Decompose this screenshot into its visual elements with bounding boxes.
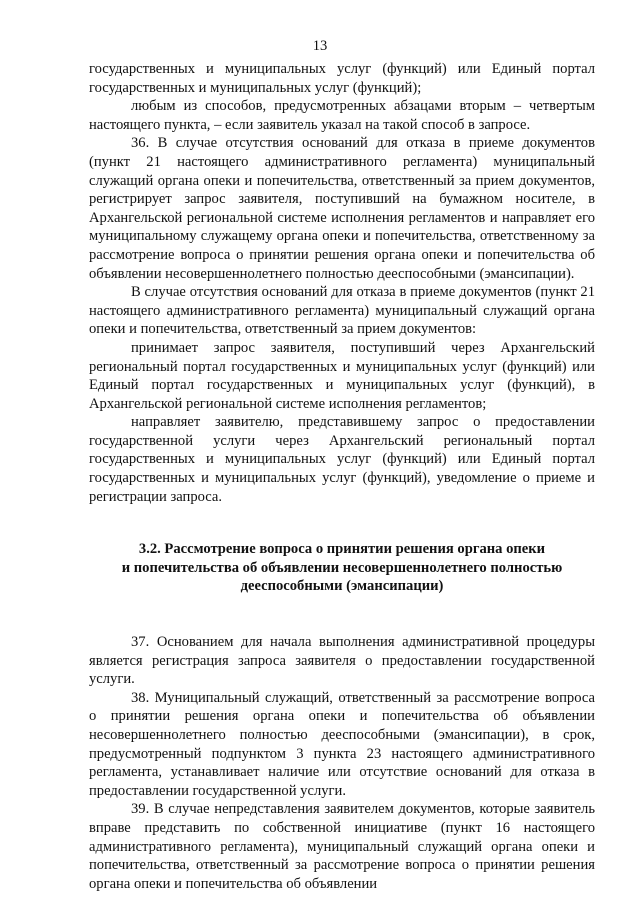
paragraph: направляет заявителю, представившему запрос о предоставлении государственной услуги через Архангельский региональный портал государственных и муниципальных услуг (функций) или Единый портал государственных и муниципальных услуг (функций), уведомление о приеме и регистрации запроса. [89,414,595,505]
paragraph-38: 38. Муниципальный служащий, ответственный за рассмотрение вопроса о принятии решения органа опеки и попечительства об объявлении несовершеннолетнего полностью дееспособными (эмансипации), в срок, предусмотренный подпунктом 3 пункта 23 настоящего административного регламента, устанавливает наличие или отсутствие оснований для отказа в предоставлении государственной услуги. [89,689,595,799]
document-body [89,60,595,893]
paragraph: любым из способов, предусмотренных абзацами вторым – четвертым настоящего пункта, – если заявитель указал на такой способ в запросе. [89,98,595,133]
paragraph-39: 39. В случае непредставления заявителем документов, которые заявитель вправе представить по собственной инициативе (пункт 16 настоящего административного регламента), муниципальный служащий органа опеки и попечительства, ответственный за рассмотрение вопроса о принятии решения органа опеки и попечительства об объявлении [89,801,595,892]
paragraph: принимает запрос заявителя, поступивший через Архангельский региональный портал государственных и муниципальных услуг (функций) или Единый портал государственных и муниципальных услуг (функций), в Архангельской региональной системе исполнения регламентов; [89,339,595,412]
page-number: 13 [312,38,328,54]
paragraph-continuation: государственных и муниципальных услуг (функций) или Единый портал государственных и муниципальных услуг (функций); [89,61,595,96]
paragraph-37: 37. Основанием для начала выполнения административной процедуры является регистрация запроса заявителя о предоставлении государственной услуги. [89,634,595,688]
paragraph: В случае отсутствия оснований для отказа в приеме документов (пункт 21 настоящего административного регламента) муниципальный служащий органа опеки и попечительства, ответственный за прием документов: [89,284,595,338]
section-heading-line: дееспособными (эмансипации) [240,578,444,595]
paragraph-36: 36. В случае отсутствия оснований для отказа в приеме документов (пункт 21 настоящего административного регламента) муниципальный служащий органа опеки и попечительства, ответственный за прием документов, регистрирует запрос заявителя, поступивший на бумажном носителе, в Архангельской региональной системе исполнения регламентов и направляет его муниципальному служащему органа опеки и попечительства, ответственному за рассмотрение вопроса о принятии решения органа опеки и попечительства об объявлении несовершеннолетнего полностью дееспособными (эмансипации). [89,135,595,282]
section-heading-line: 3.2. Рассмотрение вопроса о принятии решения органа опеки [138,541,546,558]
section-heading [89,540,595,596]
section-heading-line: и попечительства об объявлении несовершеннолетнего полностью [121,559,563,576]
